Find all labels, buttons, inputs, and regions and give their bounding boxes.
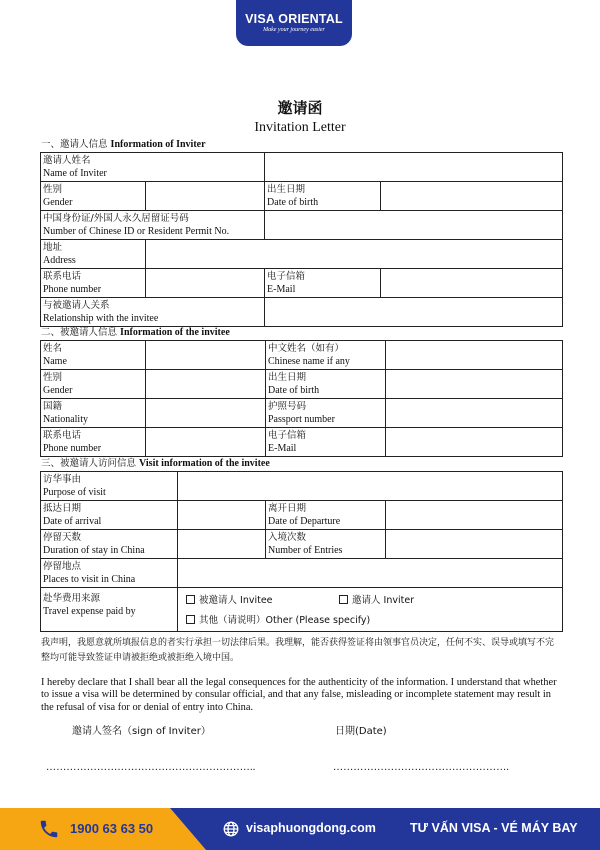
section1-heading [41, 139, 206, 151]
places-label: 停留地点 Places to visit in China [41, 559, 178, 588]
option-other-label: 其他（请说明）Other (Please specify) [199, 615, 371, 626]
invitee-nationality-field[interactable] [146, 399, 266, 428]
option-invitee-label: 被邀请人 Invitee [199, 595, 273, 606]
purpose-field[interactable] [178, 472, 563, 501]
expense-option-other[interactable] [186, 611, 562, 631]
duration-field[interactable] [178, 530, 266, 559]
entries-field[interactable] [386, 530, 563, 559]
phone-icon [38, 818, 60, 844]
section1-heading-cn: 一、邀请人信息 [41, 139, 108, 150]
inviter-id-label: 中国身份证/外国人永久居留证号码 Number of Chinese ID or Resident Permit No. [41, 211, 265, 240]
section2-heading-en: Information of the invitee [120, 327, 230, 338]
invitee-email-field[interactable] [386, 428, 563, 457]
arrival-label: 抵达日期 Date of arrival [41, 501, 178, 530]
invitee-gender-label: 性别 Gender [41, 370, 146, 399]
footer-tagline: TƯ VẤN VISA - VÉ MÁY BAY [410, 821, 578, 835]
inviter-dob-label: 出生日期 Date of birth [265, 182, 381, 211]
document-title-cn: 邀请函 [277, 99, 323, 117]
departure-label: 离开日期 Date of Departure [266, 501, 386, 530]
footer-phone[interactable]: 1900 63 63 50 [70, 821, 154, 836]
inviter-name-label: 邀请人姓名 Name of Inviter [41, 153, 265, 182]
places-field[interactable] [178, 559, 563, 588]
section3-heading-cn: 三、被邀请人访问信息 [41, 458, 137, 469]
inviter-phone-label: 联系电话 Phone number [41, 269, 146, 298]
inviter-gender-field[interactable] [146, 182, 265, 211]
section2-heading [41, 327, 230, 339]
declaration-en: I hereby declare that I shall bear all the legal consequences for the authenticity of the information. I understand that whether to issue a visa will be determined by consular official, and that any false, misleading or incomplete statement may result in the refusal of visa for or denial of entry into China. [41, 677, 557, 713]
inviter-info-table [40, 152, 563, 327]
invitee-cname-label: 中文姓名（如有） Chinese name if any [266, 341, 386, 370]
declaration-cn: 我声明，我愿意就所填报信息的者实行承担一切法律后果。我理解，能否获得签证将由领事官员决定，任何不实、误导或填写不完整均可能导致签证申请被拒绝或被拒绝入境中国。 [41, 638, 555, 663]
invitee-passport-field[interactable] [386, 399, 563, 428]
invitee-name-field[interactable] [146, 341, 266, 370]
date-line[interactable]: ……………………………………………. [333, 762, 510, 773]
inviter-gender-label: 性别 Gender [41, 182, 146, 211]
departure-field[interactable] [386, 501, 563, 530]
invitee-phone-field[interactable] [146, 428, 266, 457]
visit-info-table [40, 471, 563, 632]
duration-label: 停留天数 Duration of stay in China [41, 530, 178, 559]
inviter-relation-label: 与被邀请人关系 Relationship with the invitee [41, 298, 265, 327]
expense-label: 赴华费用来源 Travel expense paid by [41, 588, 178, 632]
invitee-email-label: 电子信箱 E-Mail [266, 428, 386, 457]
invitee-info-table [40, 340, 563, 457]
invitee-passport-label: 护照号码 Passport number [266, 399, 386, 428]
document-title-en: Invitation Letter [254, 120, 346, 135]
brand-logo [236, 0, 352, 46]
footer-banner [0, 808, 600, 850]
arrival-field[interactable] [178, 501, 266, 530]
entries-label: 入境次数 Number of Entries [266, 530, 386, 559]
section3-heading [41, 458, 270, 470]
signature-line[interactable]: …………………………………………………….. [46, 762, 256, 773]
inviter-address-label: 地址 Address [41, 240, 146, 269]
inviter-address-field[interactable] [146, 240, 563, 269]
invitee-cname-field[interactable] [386, 341, 563, 370]
inviter-id-field[interactable] [265, 211, 563, 240]
inviter-phone-field[interactable] [146, 269, 265, 298]
section3-heading-en: Visit information of the invitee [139, 458, 270, 469]
date-label: 日期(Date) [335, 726, 387, 737]
footer-website[interactable]: visaphuongdong.com [246, 821, 376, 835]
section1-heading-en: Information of Inviter [110, 139, 206, 150]
purpose-label: 访华事由 Purpose of visit [41, 472, 178, 501]
globe-icon [222, 820, 240, 842]
checkbox-invitee[interactable] [186, 595, 195, 604]
inviter-relation-field[interactable] [265, 298, 563, 327]
invitee-nationality-label: 国籍 Nationality [41, 399, 146, 428]
section2-heading-cn: 二、被邀请人信息 [41, 327, 118, 338]
invitee-name-label: 姓名 Name [41, 341, 146, 370]
brand-name: VISA ORIENTAL [245, 12, 343, 26]
inviter-dob-field[interactable] [381, 182, 563, 211]
expense-option-invitee[interactable] [186, 591, 336, 611]
inviter-name-field[interactable] [265, 153, 563, 182]
invitee-gender-field[interactable] [146, 370, 266, 399]
expense-option-inviter[interactable] [339, 595, 414, 606]
option-inviter-label: 邀请人 Inviter [352, 595, 415, 606]
invitee-phone-label: 联系电话 Phone number [41, 428, 146, 457]
checkbox-other[interactable] [186, 615, 195, 624]
expense-options [178, 588, 563, 632]
inviter-email-label: 电子信箱 E-Mail [265, 269, 381, 298]
invitee-dob-field[interactable] [386, 370, 563, 399]
invitee-dob-label: 出生日期 Date of birth [266, 370, 386, 399]
inviter-email-field[interactable] [381, 269, 563, 298]
signature-label: 邀请人签名（sign of Inviter） [72, 726, 211, 737]
checkbox-inviter[interactable] [339, 595, 348, 604]
brand-slogan: Make your journey easier [263, 27, 325, 33]
